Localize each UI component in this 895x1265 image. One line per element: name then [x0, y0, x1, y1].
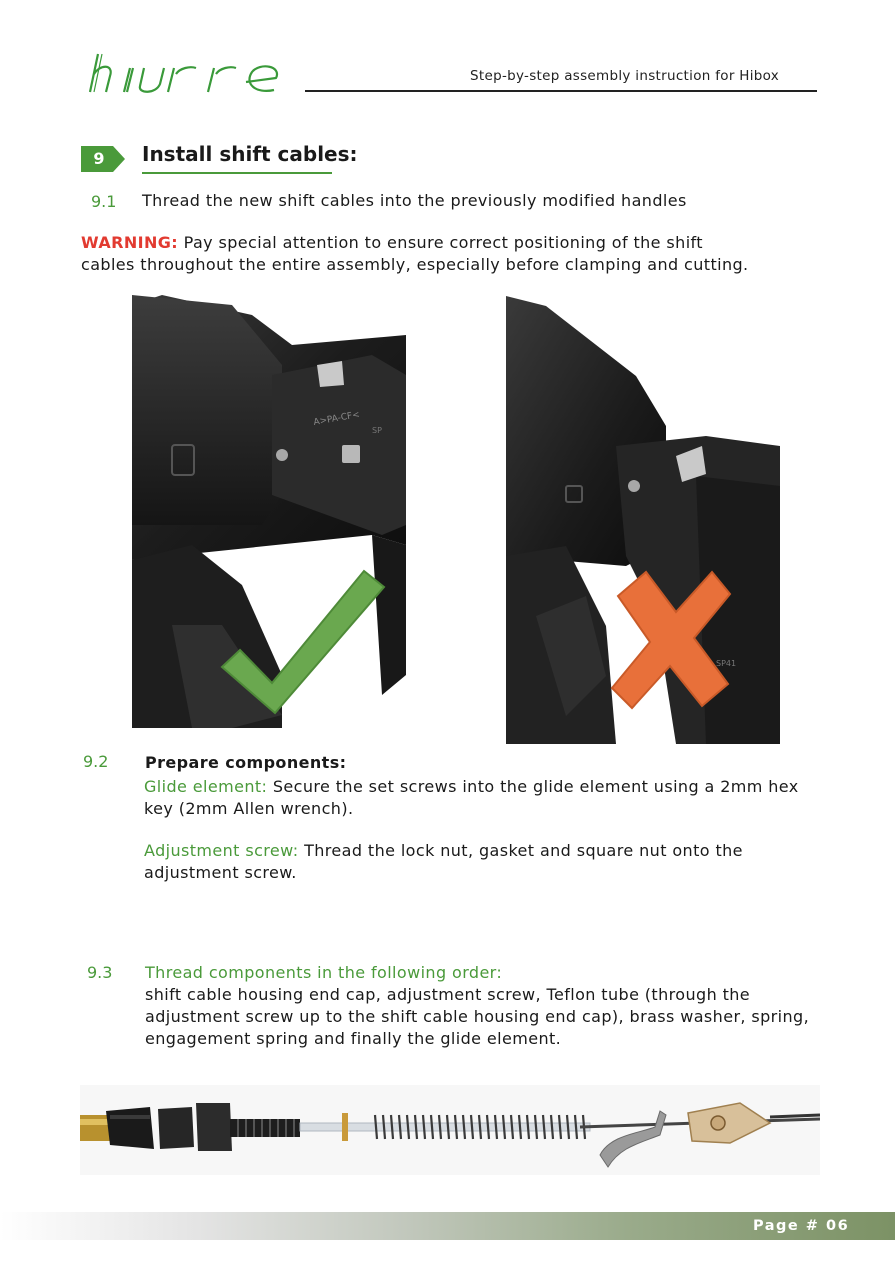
step-9-1-text: Thread the new shift cables into the previously modified handles — [142, 191, 687, 210]
section-number: 9 — [93, 149, 105, 168]
step-9-2-title: Prepare components: — [145, 753, 347, 772]
step-9-3-text-3: engagement spring and finally the glide element. — [145, 1029, 562, 1048]
adjustment-screw-label: Adjustment screw: — [144, 841, 299, 860]
warning-line-1 — [81, 232, 703, 254]
step-9-3-title: Thread components in the following order: — [145, 963, 503, 982]
step-9-3-text-2: adjustment screw up to the shift cable housing end cap), brass washer, spring, — [145, 1007, 810, 1026]
step-9-3-text-1: shift cable housing end cap, adjustment screw, Teflon tube (through the — [145, 985, 751, 1004]
hibre-logo — [80, 50, 300, 96]
glide-element-text-1: Secure the set screws into the glide element using a 2mm hex — [272, 777, 799, 796]
correct-position-photo — [132, 295, 406, 728]
adjustment-screw-line-1 — [144, 840, 743, 862]
warning-text-2: cables throughout the entire assembly, especially before clamping and cutting. — [81, 255, 749, 274]
glide-element-label: Glide element: — [144, 777, 268, 796]
page-number: Page # 06 — [753, 1218, 850, 1234]
document-title: Step-by-step assembly instruction for Hibox — [470, 68, 780, 84]
svg-text:A>PA-CF<: A>PA-CF< — [312, 409, 361, 428]
svg-text:SP: SP — [372, 426, 382, 435]
warning-text-1: Pay special attention to ensure correct positioning of the shift — [183, 233, 703, 252]
cable-assembly-photo — [80, 1085, 820, 1175]
adjustment-screw-text-2: adjustment screw. — [144, 863, 297, 882]
step-number-9-2: 9.2 — [83, 752, 109, 771]
glide-element-line-1 — [144, 776, 799, 798]
step-number-9-1: 9.1 — [91, 192, 117, 211]
incorrect-position-photo — [506, 296, 780, 744]
warning-label: WARNING: — [81, 233, 179, 252]
svg-text:hibre: hibre — [80, 50, 83, 51]
step-number-9-3: 9.3 — [87, 963, 113, 982]
svg-text:SP41: SP41 — [716, 659, 737, 668]
section-title-underline — [142, 172, 332, 174]
section-title: Install shift cables: — [142, 142, 358, 166]
adjustment-screw-text-1: Thread the lock nut, gasket and square nut onto the — [304, 841, 743, 860]
glide-element-text-2: key (2mm Allen wrench). — [144, 799, 354, 818]
header-divider — [305, 90, 817, 92]
